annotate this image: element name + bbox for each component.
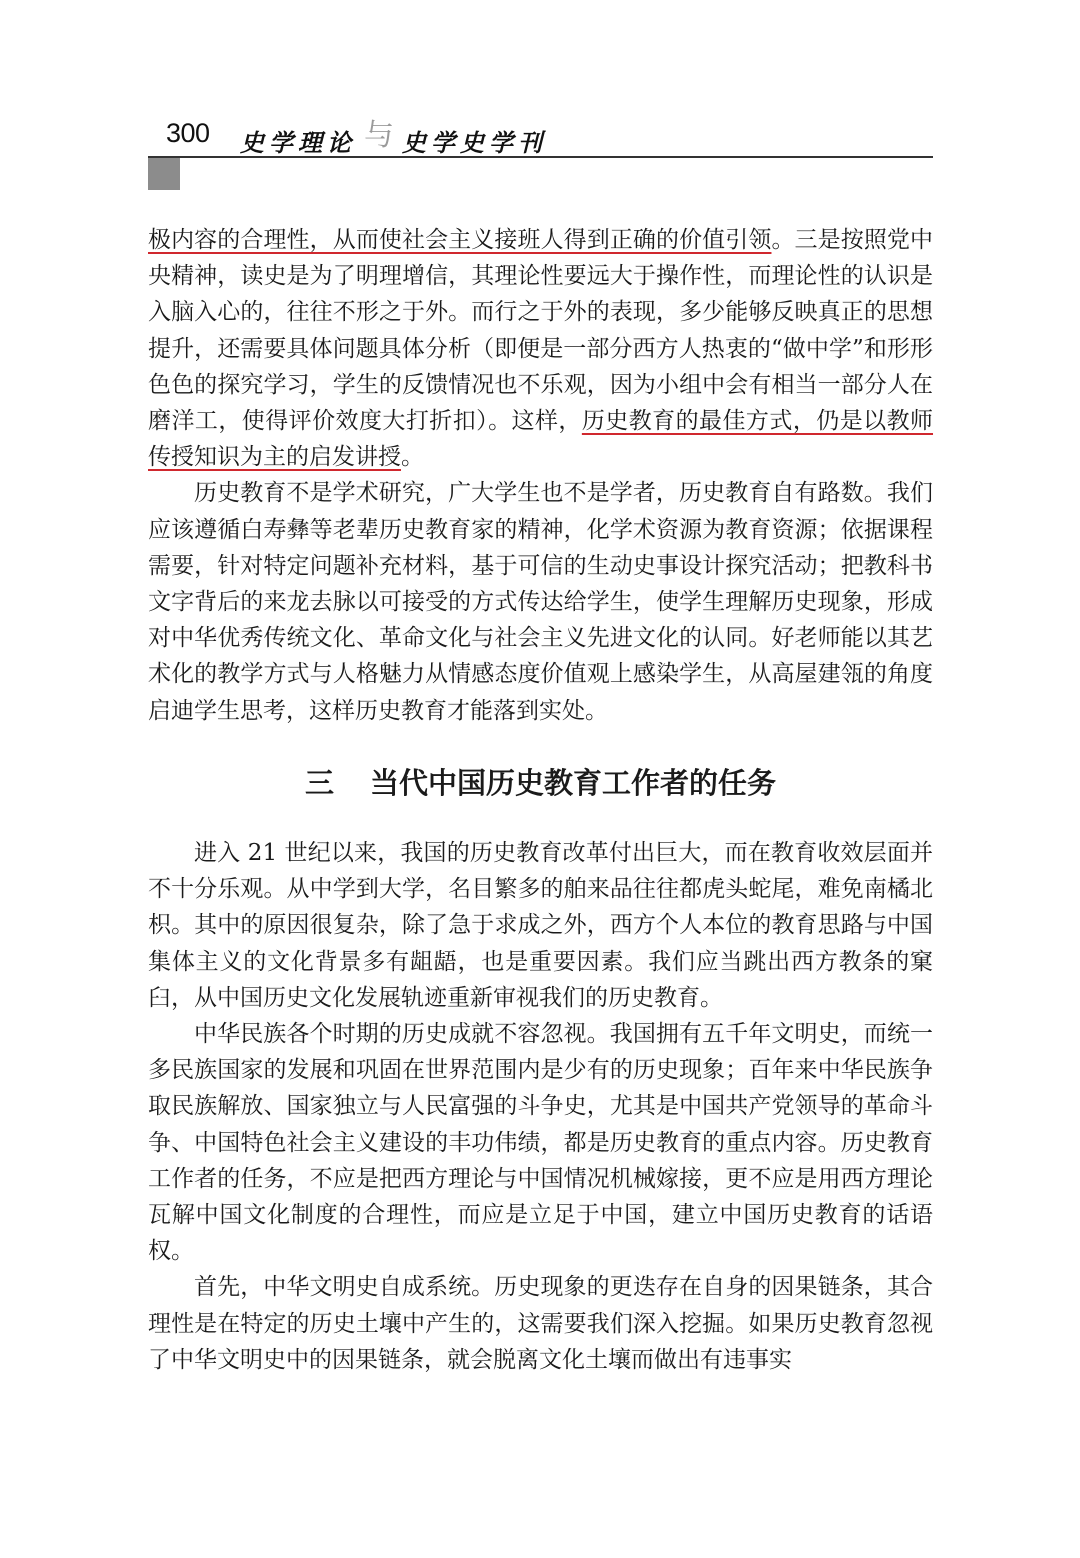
section-number: 三	[304, 765, 334, 800]
page-number: 300	[166, 118, 210, 148]
section-heading	[148, 765, 933, 801]
section-title: 当代中国历史教育工作者的任务	[370, 765, 777, 800]
underlined-text: 极内容的合理性，从而使社会主义接班人得到正确的价值引领	[148, 227, 772, 253]
text-run: 。	[401, 444, 424, 471]
header-decoration	[148, 158, 180, 190]
underlined-text: 历史教育的最佳方式，仍是以教师传授知识为主的启发讲授	[148, 408, 934, 471]
body-text	[148, 222, 933, 1378]
journal-title	[240, 116, 547, 160]
journal-title-part-1: 史学理论	[240, 128, 356, 157]
text-run: 。三是按照党中央精神，读史是为了明理增信，其理论性要远大于操作性，而理论性的认识是入脑入心的，往往不形之于外。而行之于外的表现，多少能够反映真正的思想提升，还需要具体问题具体分析（即便是一部分西方人热衷的“做中学”和形形色色的探究学习，学生的反馈情况也不乐观，因为小组中会有相当一部分人在磨洋工，使得评价效度大打折扣）。这样，	[148, 227, 934, 435]
journal-title-part-2: 史学史学刊	[402, 128, 547, 157]
journal-title-connector: 与	[364, 118, 394, 153]
paragraph: 中华民族各个时期的历史成就不容忽视。我国拥有五千年文明史，而统一多民族国家的发展和巩固在世界范围内是少有的历史现象；百年来中华民族争取民族解放、国家独立与人民富强的斗争史，尤其是中国共产党领导的革命斗争、中国特色社会主义建设的丰功伟绩，都是历史教育的重点内容。历史教育工作者的任务，不应是把西方理论与中国情况机械嫁接，更不应是用西方理论瓦解中国文化制度的合理性，而应是立足于中国，建立中国历史教育的话语权。	[148, 1021, 933, 1265]
running-header	[148, 112, 933, 158]
paragraph: 历史教育不是学术研究，广大学生也不是学者，历史教育自有路数。我们应该遵循白寿彝等老辈历史教育家的精神，化学术资源为教育资源；依据课程需要，针对特定问题补充材料，基于可信的生动史事设计探究活动；把教科书文字背后的来龙去脉以可接受的方式传达给学生，使学生理解历史现象，形成对中华优秀传统文化、革命文化与社会主义先进文化的认同。好老师能以其艺术化的教学方式与人格魅力从情感态度价值观上感染学生，从高屋建瓴的角度启迪学生思考，这样历史教育才能落到实处。	[148, 480, 933, 724]
paragraph	[148, 222, 933, 475]
paragraph: 进入 21 世纪以来，我国的历史教育改革付出巨大，而在教育收效层面并不十分乐观。从中学到大学，名目繁多的舶来品往往都虎头蛇尾，难免南橘北枳。其中的原因很复杂，除了急于求成之外，西方个人本位的教育思路与中国集体主义的文化背景多有龃龉，也是重要因素。我们应当跳出西方教条的窠臼，从中国历史文化发展轨迹重新审视我们的历史教育。	[148, 840, 933, 1011]
paragraph: 首先，中华文明史自成系统。历史现象的更迭存在自身的因果链条，其合理性是在特定的历史土壤中产生的，这需要我们深入挖掘。如果历史教育忽视了中华文明史中的因果链条，就会脱离文化土壤而做出有违事实	[148, 1274, 933, 1373]
